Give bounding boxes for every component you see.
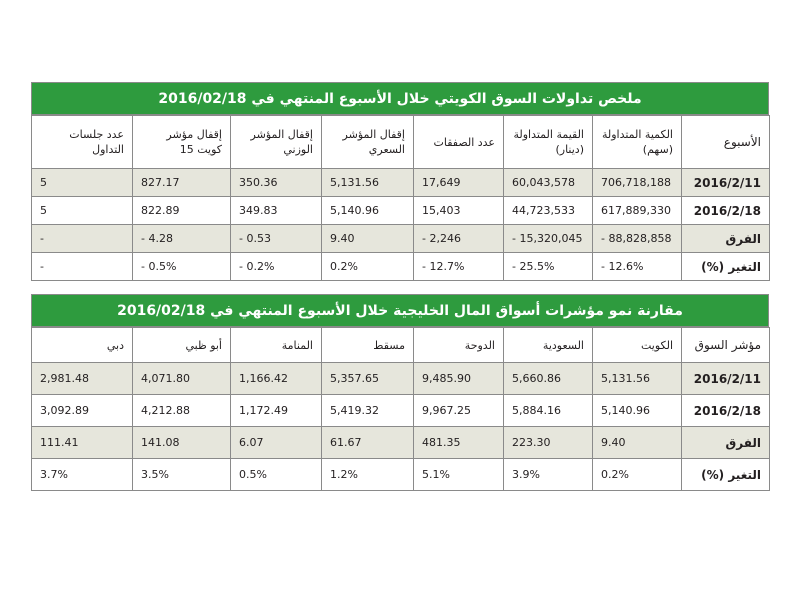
table-row: [32, 253, 770, 281]
table-cell: -: [32, 253, 133, 281]
table-cell: 706,718,188: [593, 169, 682, 197]
table-cell: 5: [32, 169, 133, 197]
table-cell: 827.17: [133, 169, 231, 197]
table-cell: 3,092.89: [32, 395, 133, 427]
column-header: مسقط: [322, 328, 414, 363]
row-label: التغير (%): [682, 253, 770, 281]
column-header: عدد جلسات التداول: [32, 116, 133, 169]
column-header: إقفال مؤشر كويت 15: [133, 116, 231, 169]
table-cell: 9,485.90: [414, 363, 504, 395]
table-cell: 0.2%: [593, 459, 682, 491]
kuwait-summary-table: [31, 115, 770, 281]
table-cell: 349.83: [231, 197, 322, 225]
table-cell: -: [32, 225, 133, 253]
table-cell: 141.08: [133, 427, 231, 459]
table-cell: 0.5%: [231, 459, 322, 491]
table-cell: 223.30: [504, 427, 593, 459]
table-cell: 1,166.42: [231, 363, 322, 395]
table-cell: 0.2%: [322, 253, 414, 281]
table-cell: 5,140.96: [593, 395, 682, 427]
table-cell: 617,889,330: [593, 197, 682, 225]
row-label: التغير (%): [682, 459, 770, 491]
table-cell: 481.35: [414, 427, 504, 459]
table-cell: 3.7%: [32, 459, 133, 491]
table-row: [32, 169, 770, 197]
table-cell: 17,649: [414, 169, 504, 197]
column-header: الأسبوع: [682, 116, 770, 169]
column-header: الدوحة: [414, 328, 504, 363]
table-cell: - 0.53: [231, 225, 322, 253]
table-cell: 61.67: [322, 427, 414, 459]
table-cell: - 0.2%: [231, 253, 322, 281]
column-header: الكويت: [593, 328, 682, 363]
kuwait-summary-title: ملخص تداولات السوق الكويتي خلال الأسبوع المنتهي في 2016/02/18: [31, 82, 769, 115]
table-cell: - 0.5%: [133, 253, 231, 281]
table-cell: 6.07: [231, 427, 322, 459]
row-label: 2016/2/11: [682, 169, 770, 197]
table-cell: 5,884.16: [504, 395, 593, 427]
table-cell: - 4.28: [133, 225, 231, 253]
table-cell: - 12.6%: [593, 253, 682, 281]
table-cell: 5,357.65: [322, 363, 414, 395]
gulf-markets-table: [31, 327, 770, 491]
column-header: القيمة المتداولة (دينار): [504, 116, 593, 169]
table-cell: 3.9%: [504, 459, 593, 491]
row-label: 2016/2/18: [682, 197, 770, 225]
table-cell: 5,660.86: [504, 363, 593, 395]
column-header: إقفال المؤشر السعري: [322, 116, 414, 169]
table-cell: 5,131.56: [322, 169, 414, 197]
table-cell: 5.1%: [414, 459, 504, 491]
table-cell: 5,419.32: [322, 395, 414, 427]
table-cell: 5,131.56: [593, 363, 682, 395]
table-row: [32, 395, 770, 427]
table-cell: - 12.7%: [414, 253, 504, 281]
column-header: دبي: [32, 328, 133, 363]
kuwait-summary-section: [31, 82, 769, 281]
table-cell: 111.41: [32, 427, 133, 459]
table-cell: 350.36: [231, 169, 322, 197]
table-row: [32, 363, 770, 395]
row-label: 2016/2/18: [682, 395, 770, 427]
table-header-row: [32, 116, 770, 169]
table-cell: 1,172.49: [231, 395, 322, 427]
table-row: [32, 225, 770, 253]
column-header: الكمية المتداولة (سهم): [593, 116, 682, 169]
table-cell: - 15,320,045: [504, 225, 593, 253]
table-cell: 15,403: [414, 197, 504, 225]
row-label: 2016/2/11: [682, 363, 770, 395]
table-cell: 60,043,578: [504, 169, 593, 197]
column-header: عدد الصفقات: [414, 116, 504, 169]
gulf-markets-section: [31, 294, 769, 491]
column-header: المنامة: [231, 328, 322, 363]
column-header: أبو ظبي: [133, 328, 231, 363]
table-cell: - 88,828,858: [593, 225, 682, 253]
column-header: السعودية: [504, 328, 593, 363]
table-cell: 1.2%: [322, 459, 414, 491]
table-cell: 5,140.96: [322, 197, 414, 225]
table-row: [32, 427, 770, 459]
table-cell: 9.40: [322, 225, 414, 253]
column-header: إقفال المؤشر الوزني: [231, 116, 322, 169]
table-row: [32, 197, 770, 225]
table-cell: 2,981.48: [32, 363, 133, 395]
table-cell: 3.5%: [133, 459, 231, 491]
table-cell: 44,723,533: [504, 197, 593, 225]
table-cell: 4,212.88: [133, 395, 231, 427]
table-row: [32, 459, 770, 491]
table-cell: 5: [32, 197, 133, 225]
gulf-markets-title: مقارنة نمو مؤشرات أسواق المال الخليجية خلال الأسبوع المنتهي في 2016/02/18: [31, 294, 769, 327]
row-label: الفرق: [682, 225, 770, 253]
table-cell: 9,967.25: [414, 395, 504, 427]
table-cell: - 2,246: [414, 225, 504, 253]
table-cell: 822.89: [133, 197, 231, 225]
table-header-row: [32, 328, 770, 363]
row-label: الفرق: [682, 427, 770, 459]
table-cell: 9.40: [593, 427, 682, 459]
column-header: مؤشر السوق: [682, 328, 770, 363]
table-cell: - 25.5%: [504, 253, 593, 281]
table-cell: 4,071.80: [133, 363, 231, 395]
